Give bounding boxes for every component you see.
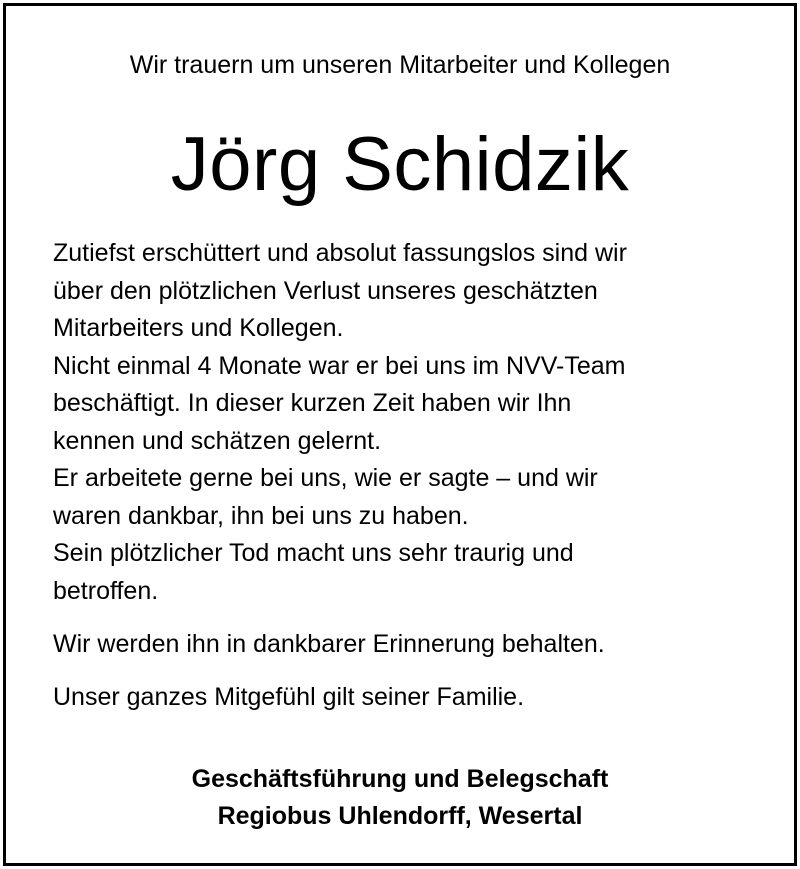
signature-block bbox=[6, 761, 794, 835]
tribute-line: Sein plötzlicher Tod macht uns sehr traurig und bbox=[53, 539, 574, 567]
signature-line-management: Geschäftsführung und Belegschaft bbox=[191, 765, 609, 793]
tribute-line: über den plötzlichen Verlust unseres geschätzten bbox=[53, 276, 598, 305]
obituary-frame bbox=[3, 3, 797, 866]
sympathy-text: Unser ganzes Mitgefühl gilt seiner Familie. bbox=[53, 683, 525, 711]
tribute-line: Er arbeitete gerne bei uns, wie er sagte – und wir bbox=[53, 464, 598, 492]
tribute-line: Mitarbeiters und Kollegen. bbox=[53, 314, 344, 342]
tribute-line: waren dankbar, ihn bei uns zu haben. bbox=[53, 501, 469, 530]
intro-text: Wir trauern um unseren Mitarbeiter und Kollegen bbox=[129, 51, 671, 79]
tribute-line: Zutiefst erschüttert und absolut fassungslos sind wir bbox=[53, 239, 627, 267]
tribute-line: beschäftigt. In dieser kurzen Zeit haben wir Ihn bbox=[53, 389, 572, 417]
tribute-line: Nicht einmal 4 Monate war er bei uns im NVV-Team bbox=[53, 351, 626, 380]
tribute-line: kennen und schätzen gelernt. bbox=[53, 426, 382, 455]
tribute-line: betroffen. bbox=[53, 576, 159, 605]
tribute-text bbox=[53, 235, 793, 610]
memory-text: Wir werden ihn in dankbarer Erinnerung behalten. bbox=[53, 630, 605, 658]
deceased-name: Jörg Schidzik bbox=[170, 122, 630, 207]
signature-line-company: Regiobus Uhlendorff, Wesertal bbox=[217, 802, 583, 830]
